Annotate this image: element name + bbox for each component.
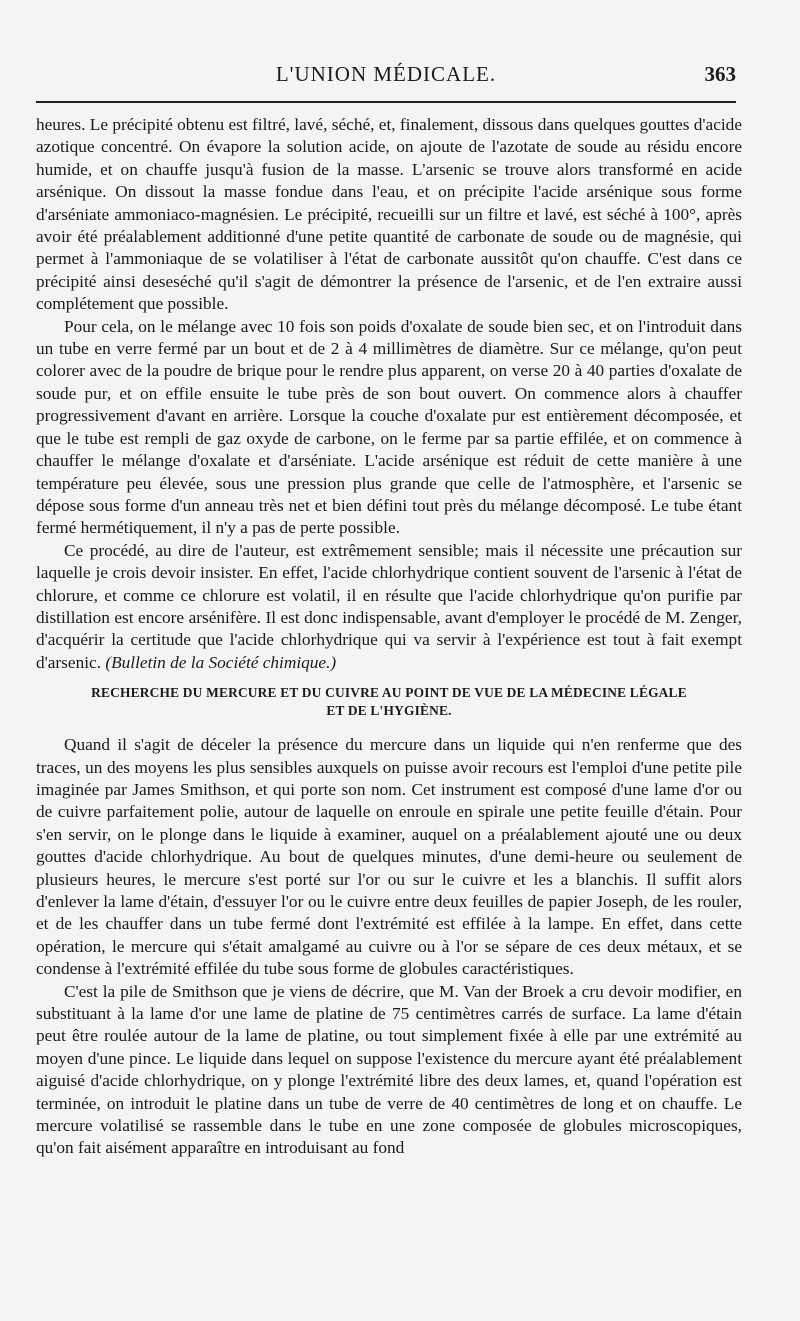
- paragraph: Pour cela, on le mélange avec 10 fois son poids d'oxalate de soude bien sec, et on l'introduit dans un tube en verre fermé par un bout et de 2 à 4 millimètres de diamètre. Sur ce mélange, qu'on peut colorer avec de la poudre de brique pour le rendre plus apparent, on verse 20 à 40 parties d'oxalate de soude pur, et on effile ensuite le tube près de son bout ouvert. On commence alors à chauffer progressivement d'avant en arrière. Lorsque la couche d'oxalate pur est entièrement décomposée, et que le tube est rempli de gaz oxyde de carbone, on le ferme par sa partie effilée, et on commence à chauffer le mélange d'oxalate et d'arséniate. L'acide arsénique est réduit de cette manière à une température peu élevée, sous une pression plus grande que celle de l'atmosphère, et l'arsenic se dépose sous forme d'un anneau très net et bien défini tout près du mélange décomposé. Le tube étant fermé hermétiquement, il n'y a pas de perte possible.: [36, 316, 742, 538]
- running-head: [36, 62, 736, 92]
- citation: (Bulletin de la Société chimique.): [105, 652, 337, 672]
- paragraph: Quand il s'agit de déceler la présence du mercure dans un liquide qui n'en renferme que des traces, un des moyens les plus sensibles auxquels on puisse avoir recours est l'emploi d'une petite pile imaginée par James Smithson, et qui porte son nom. Cet instrument est composé d'une lame d'or ou de cuivre parfaitement polie, autour de laquelle on enroule en spirale une petite feuille d'étain. Pour s'en servir, on le plonge dans le liquide à examiner, auquel on a préalablement ajouté une ou deux gouttes d'acide chlorhydrique. Au bout de quelques minutes, d'une demi-heure ou seulement de plusieurs heures, le mercure s'est porté sur l'or ou sur le cuivre et les a blanchis. Il suffit alors d'enlever la lame d'étain, d'essuyer l'or ou le cuivre entre deux feuilles de papier Joseph, de les rouler, et de les chauffer dans un tube fermé dont l'extrémité est effilée à la lampe. En effet, dans cette opération, le mercure qui s'était amalgamé au cuivre ou à l'or se sépare de ces deux métaux, et se condense à l'extrémité effilée du tube sous forme de globules caractéristiques.: [36, 735, 742, 979]
- header-rule: [36, 101, 736, 103]
- body-text: [36, 114, 742, 1160]
- section-heading: [36, 684, 742, 720]
- page-number: 363: [704, 62, 736, 86]
- section-heading-line: RECHERCHE DU MERCURE ET DU CUIVRE AU POINT DE VUE DE LA MÉDECINE LÉGALE: [91, 685, 687, 701]
- paragraph: [36, 540, 742, 674]
- paragraph: heures. Le précipité obtenu est filtré, lavé, séché, et, finalement, dissous dans quelques gouttes d'acide azotique concentré. On évapore la solution acide, on ajoute de l'azotate de soude au résidu encore humide, et on chauffe jusqu'à fusion de la masse. L'arsenic se trouve alors transformé en acide arsénique. On dissout la masse fondue dans l'eau, et on précipite l'acide arsénique sous forme d'arséniate ammoniaco-magnésien. Le précipité, recueilli sur un filtre et lavé, est séché à 100°, après avoir été préalablement additionné d'une petite quantité de carbonate de soude ou de magnésie, qui permet à l'ammoniaque de se volatiliser à l'état de carbonate aussitôt qu'on chauffe. C'est dans ce précipité ainsi deseséché qu'il s'agit de démontrer la présence de l'arsenic, et de l'en extraire aussi complétement que possible.: [36, 115, 742, 314]
- section-heading-line: ET DE L'HYGIÈNE.: [326, 703, 452, 719]
- paragraph: C'est la pile de Smithson que je viens de décrire, que M. Van der Broek a cru devoir modifier, en substituant à la lame d'or une lame de platine de 75 centimètres carrés de surface. La lame d'étain peut être roulée autour de la lame de platine, ou tout simplement fixée à elle par une extrémité au moyen d'une pince. Le liquide dans lequel on suppose l'existence du mercure ayant été préalablement aiguisé d'acide chlorhydrique, on y plonge l'extrémité libre des deux lames, et, quand l'opération est terminée, on introduit le platine dans un tube de verre de 40 centimètres de long et on chauffe. Le mercure volatilisé se rassemble dans le tube en une zone composée de globules microscopiques, qu'on fait aisément apparaître en introduisant au fond: [36, 981, 742, 1158]
- paragraph-text: Ce procédé, au dire de l'auteur, est extrêmement sensible; mais il nécessite une précaution sur laquelle je crois devoir insister. En effet, l'acide chlorhydrique contient souvent de l'arsenic à l'état de chlorure, et comme ce chlorure est volatil, il en résulte que l'acide chlorhydrique qu'on purifie par distillation est encore arsénifère. Il est donc indispensable, avant d'employer le procédé de M. Zenger, d'acquérir la certitude que l'acide chlorhydrique qui va servir à l'expérience est tout à fait exempt d'arsenic.: [36, 540, 742, 672]
- running-title: L'UNION MÉDICALE.: [275, 62, 497, 86]
